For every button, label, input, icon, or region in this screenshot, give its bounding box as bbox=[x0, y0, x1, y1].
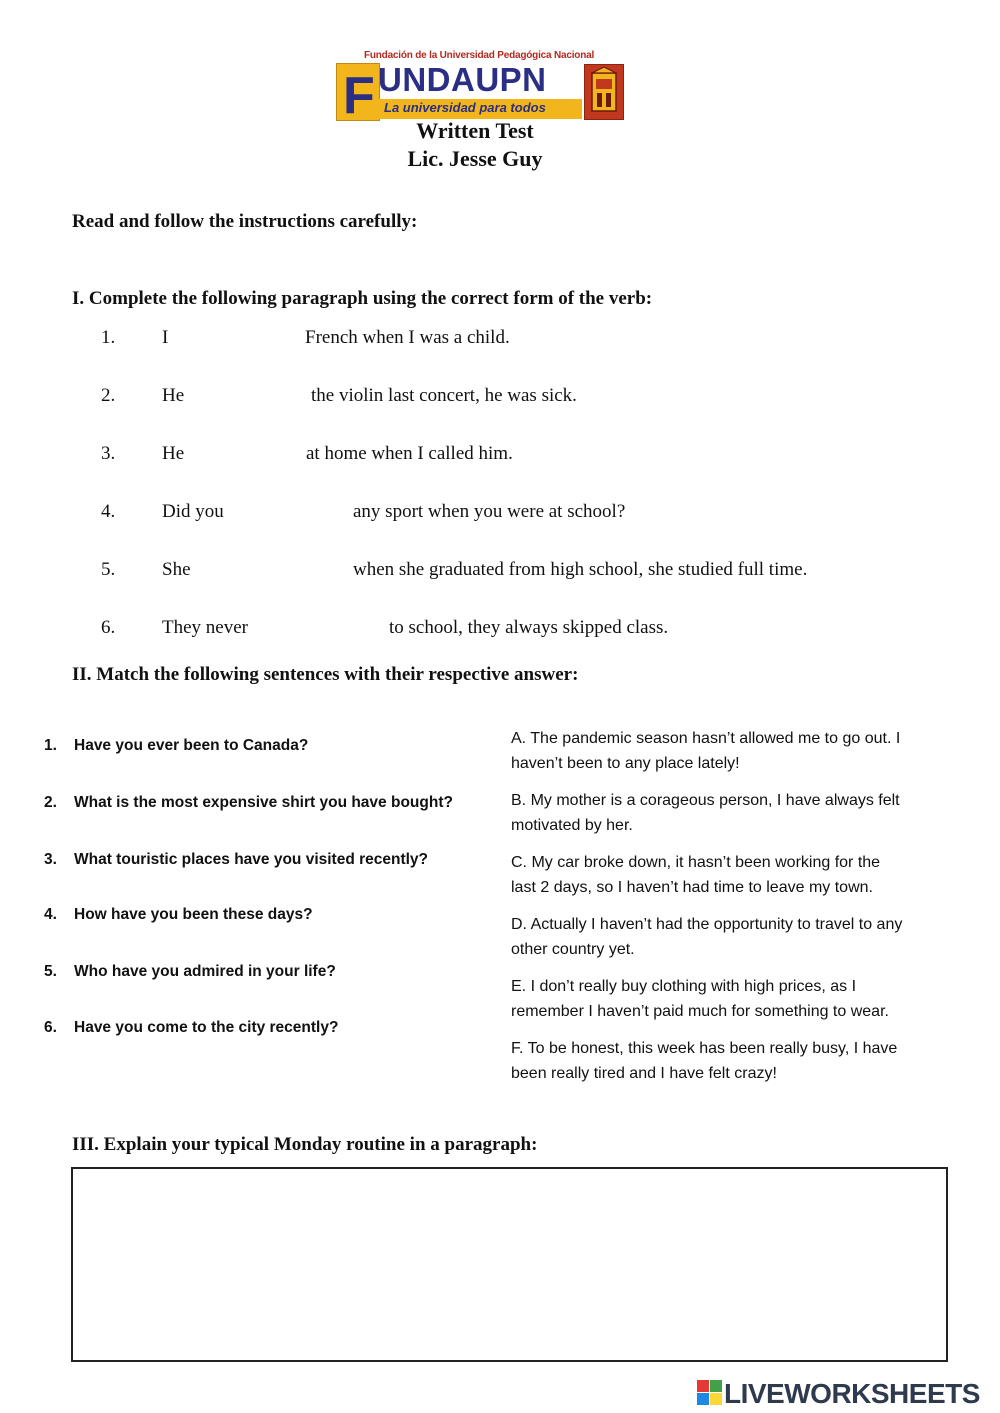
crest-icon bbox=[584, 64, 624, 120]
question-number: 5. bbox=[44, 963, 57, 980]
question-number: 6. bbox=[44, 1019, 57, 1036]
answer-option bbox=[511, 789, 951, 838]
question-number: 1. bbox=[44, 737, 57, 754]
question-number: 3. bbox=[44, 851, 57, 868]
part1-item-number: 3. bbox=[101, 443, 116, 464]
part1-item-after: French when I was a child. bbox=[305, 327, 510, 348]
part1-item-before: Did you bbox=[162, 501, 224, 522]
question-text: What touristic places have you visited recently? bbox=[74, 851, 429, 868]
part2-heading: II. Match the following sentences with their respective answer: bbox=[72, 664, 579, 685]
answer-line: been really tired and I have felt crazy! bbox=[511, 1064, 777, 1082]
question-text: Have you come to the city recently? bbox=[74, 1019, 339, 1036]
part1-item-number: 6. bbox=[101, 617, 116, 638]
logo-tagline: La universidad para todos bbox=[384, 100, 546, 115]
answer-line: A. The pandemic season hasn’t allowed me to go out. I bbox=[511, 730, 901, 747]
answer-option bbox=[511, 727, 951, 776]
answer-line: C. My car broke down, it hasn’t been working for the bbox=[511, 854, 881, 871]
answer-line: other country yet. bbox=[511, 940, 635, 958]
watermark-text: LIVEWORKSHEETS bbox=[724, 1378, 980, 1409]
routine-answer-box[interactable] bbox=[71, 1167, 948, 1362]
answer-option bbox=[511, 1037, 951, 1086]
answer-option bbox=[511, 913, 951, 962]
part1-item-before: I bbox=[162, 327, 169, 348]
answer-option bbox=[511, 975, 951, 1024]
question-text: Who have you admired in your life? bbox=[74, 963, 336, 980]
logo-f-box bbox=[336, 63, 380, 125]
part1-item-before: He bbox=[162, 443, 185, 464]
part1-item-number: 1. bbox=[101, 327, 116, 348]
author-name: Lic. Jesse Guy bbox=[407, 146, 543, 171]
part1-heading: I. Complete the following paragraph using the correct form of the verb: bbox=[72, 288, 653, 309]
answer-line: D. Actually I haven’t had the opportunity to travel to any bbox=[511, 916, 903, 933]
answer-line: motivated by her. bbox=[511, 816, 633, 834]
part1-item-number: 5. bbox=[101, 559, 116, 580]
logo-square bbox=[710, 1380, 722, 1392]
answer-line: last 2 days, so I haven’t had time to leave my town. bbox=[511, 878, 873, 896]
part1-item-before: He bbox=[162, 385, 185, 406]
logo-square bbox=[697, 1393, 709, 1405]
instructions-text: Read and follow the instructions carefully: bbox=[72, 211, 418, 232]
part1-item-number: 2. bbox=[101, 385, 116, 406]
logo-name: UNDAUPN bbox=[378, 61, 547, 98]
question-text: Have you ever been to Canada? bbox=[74, 737, 309, 754]
answer-line: B. My mother is a corageous person, I have always felt bbox=[511, 792, 900, 809]
answer-line: remember I haven’t paid much for something to wear. bbox=[511, 1002, 889, 1020]
question-number: 4. bbox=[44, 906, 57, 923]
part1-item-after: the violin last concert, he was sick. bbox=[311, 385, 577, 406]
part1-item-after: at home when I called him. bbox=[306, 443, 513, 464]
part1-item-after: to school, they always skipped class. bbox=[389, 617, 669, 638]
part1-item-after: when she graduated from high school, she studied full time. bbox=[353, 559, 808, 580]
answer-line: E. I don’t really buy clothing with high prices, as I bbox=[511, 978, 857, 995]
part1-item-before: They never bbox=[162, 617, 248, 638]
answer-line: haven’t been to any place lately! bbox=[511, 754, 740, 772]
part1-item-after: any sport when you were at school? bbox=[353, 501, 626, 522]
logo-f-letter: F bbox=[343, 67, 375, 125]
question-text: What is the most expensive shirt you have bought? bbox=[74, 794, 453, 811]
logo-square bbox=[710, 1393, 722, 1405]
fundaupn-logo bbox=[334, 50, 624, 125]
part1-item-before: She bbox=[162, 559, 191, 580]
logo-subtitle: Fundación de la Universidad Pedagógica Nacional bbox=[363, 50, 595, 61]
answer-option bbox=[511, 851, 951, 900]
question-text: How have you been these days? bbox=[74, 906, 313, 923]
part3-heading: III. Explain your typical Monday routine in a paragraph: bbox=[72, 1134, 538, 1155]
question-number: 2. bbox=[44, 794, 57, 811]
answer-line: F. To be honest, this week has been really busy, I have bbox=[511, 1040, 898, 1057]
page-title: Written Test bbox=[416, 118, 534, 143]
liveworksheets-logo-icon bbox=[697, 1380, 723, 1406]
part1-item-number: 4. bbox=[101, 501, 116, 522]
logo-square bbox=[697, 1380, 709, 1392]
